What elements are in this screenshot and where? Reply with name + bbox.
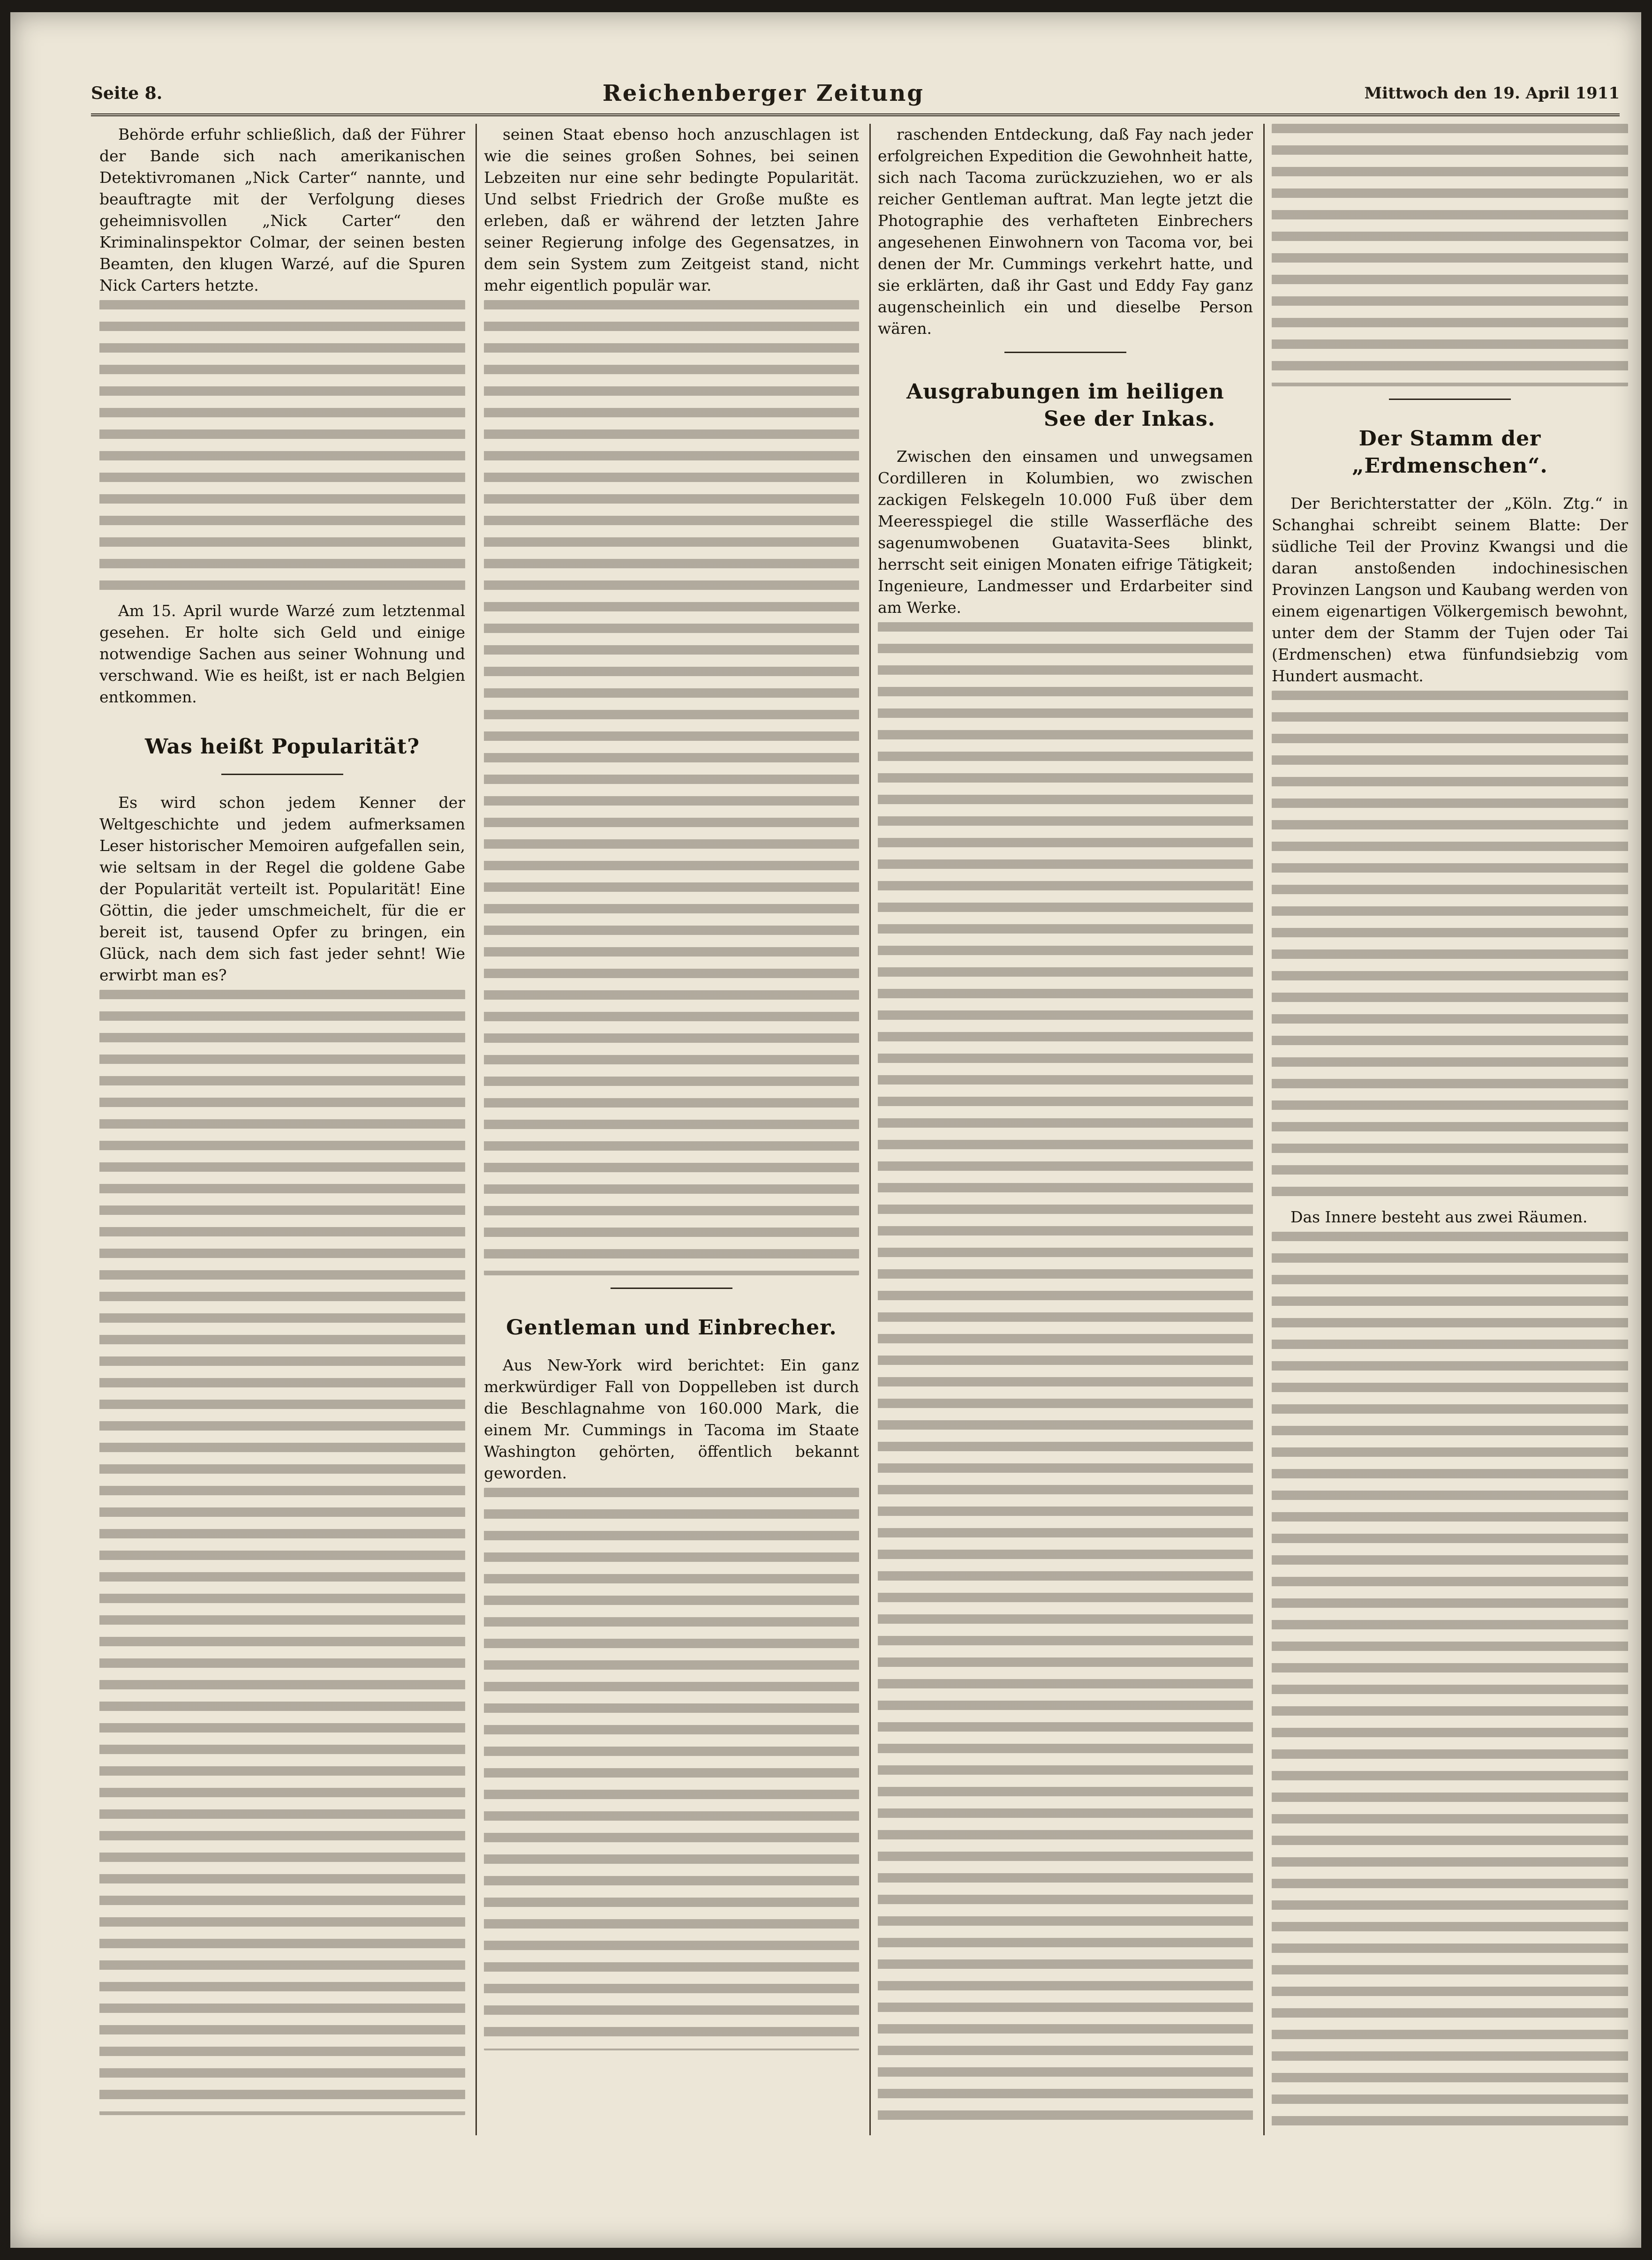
- column-2: [484, 124, 859, 2135]
- divider: [611, 1288, 732, 1289]
- issue-date: Mittwoch den 19. April 1911: [1364, 84, 1620, 103]
- headline-line: See der Inkas.: [1044, 407, 1215, 431]
- newspaper-title: Reichenberger Zeitung: [602, 80, 924, 106]
- illegible-text: [99, 990, 465, 2115]
- article-headline: Was heißt Popularität?: [144, 735, 420, 759]
- divider: [1004, 352, 1126, 353]
- page-header: [91, 73, 1620, 116]
- illegible-text: [484, 300, 859, 1275]
- illegible-text: [1272, 124, 1628, 386]
- divider: [1389, 399, 1511, 400]
- article-paragraph: Behörde erfuhr schließlich, daß der Führer der Bande sich nach amerikanischen Detektivromanen „Nick Carter“ nannte, und beauftragte mit der Verfolgung dieses geheimnisvollen „Nick Carter“ den Kriminalinspektor Colmar, der seinen besten Beamten, den klugen Warzé, auf die Spuren Nick Carters hetzte.: [99, 125, 465, 294]
- divider: [221, 774, 343, 775]
- article-paragraph: Zwischen den einsamen und unwegsamen Cordilleren in Kolumbien, wo zwischen zackigen Felskegeln 10.000 Fuß über dem Meeresspiegel die stille Wasserfläche des sagenumwobenen Guatavita-Sees blinkt, herrscht seit einigen Monaten eifrige Tätigkeit; Ingenieure, Landmesser und Erdarbeiter sind am Werke.: [878, 447, 1253, 617]
- article-headline: Der Stamm der „Erdmenschen“.: [1352, 427, 1548, 478]
- column-1: [99, 124, 465, 2135]
- illegible-text: [484, 1488, 859, 2050]
- column-rule: [869, 124, 871, 2135]
- illegible-text: [99, 300, 465, 600]
- article-paragraph: Am 15. April wurde Warzé zum letztenmal gesehen. Er holte sich Geld und einige notwendige Sachen aus seiner Wohnung und verschwand. Wie es heißt, ist er nach Belgien entkommen.: [99, 602, 465, 706]
- article-headline: [878, 378, 1253, 433]
- article-paragraph: Das Innere besteht aus zwei Räumen.: [1290, 1208, 1588, 1226]
- article-paragraph: seinen Staat ebenso hoch anzuschlagen ist wie die seines großen Sohnes, bei seinen Lebzeiten nur eine sehr bedingte Popularität. Und selbst Friedrich der Große mußte es erleben, daß er während der letzten Jahre seiner Regierung infolge des Gegensatzes, in dem sein System zum Zeitgeist stand, nicht mehr eigentlich populär war.: [484, 125, 859, 294]
- article-paragraph: Aus New-York wird berichtet: Ein ganz merkwürdiger Fall von Doppelleben ist durch die Beschlagnahme von 160.000 Mark, die einem Mr. Cummings in Tacoma im Staate Washington gehörten, öffentlich bekannt geworden.: [484, 1356, 859, 1482]
- illegible-text: [1272, 1232, 1628, 2135]
- article-paragraph: raschenden Entdeckung, daß Fay nach jeder erfolgreichen Expedition die Gewohnheit hatte, sich nach Tacoma zurückzuziehen, wo er als reicher Gentleman auftrat. Man legte jetzt die Photographie des verhafteten Einbrechers angesehenen Einwohnern von Tacoma vor, bei denen der Mr. Cummings verkehrt hatte, und sie erklärten, daß ihr Gast und Eddy Fay ganz augenscheinlich ein und dieselbe Person wären.: [878, 125, 1253, 338]
- article-headline: Gentleman und Einbrecher.: [506, 1316, 837, 1340]
- column-rule: [475, 124, 477, 2135]
- page-number: Seite 8.: [91, 83, 163, 103]
- column-4: [1272, 124, 1628, 2135]
- newspaper-page: [10, 12, 1641, 2248]
- article-paragraph: Es wird schon jedem Kenner der Weltgeschichte und jedem aufmerksamen Leser historischer Memoiren aufgefallen sein, wie seltsam in der Regel die goldene Gabe der Popularität verteilt ist. Popularität! Eine Göttin, die jeder umschmeichelt, für die er bereit ist, tausend Opfer zu bringen, ein Glück, nach dem sich fast jeder sehnt! Wie erwirbt man es?: [99, 793, 465, 984]
- column-rule: [1263, 124, 1265, 2135]
- headline-line: Ausgrabungen im heiligen: [906, 380, 1224, 404]
- illegible-text: [1272, 691, 1628, 1206]
- column-3: [878, 124, 1253, 2135]
- article-paragraph: Der Berichterstatter der „Köln. Ztg.“ in Schanghai schreibt seinem Blatte: Der südliche Teil der Provinz Kwangsi und die daran anstoßenden indochinesischen Provinzen Langson und Kaubang werden von einem eigenartigen Völkergemisch bewohnt, unter dem der Stamm der Tujen oder Tai (Erdmenschen) etwa fünfundsiebzig vom Hundert ausmacht.: [1272, 494, 1628, 685]
- illegible-text: [878, 622, 1253, 2123]
